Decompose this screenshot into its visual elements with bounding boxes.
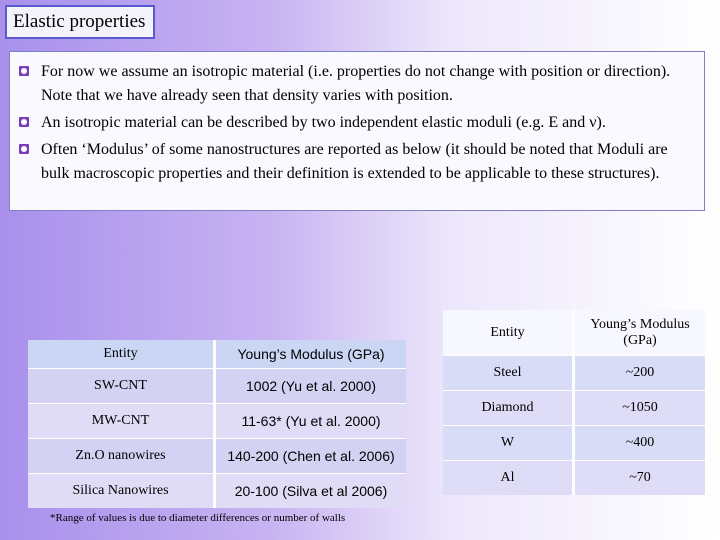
bullet-item (14, 138, 694, 186)
cell-entity: MW-CNT (28, 404, 215, 439)
bullet-text: An isotropic material can be described by two independent elastic moduli (e.g. E and ν). (41, 114, 606, 131)
table-row (28, 369, 406, 404)
cell-modulus: 11-63* (Yu et al. 2000) (215, 404, 407, 439)
cell-modulus: 140-200 (Chen et al. 2006) (215, 439, 407, 474)
checkbox-bullet-icon (19, 144, 29, 154)
cell-modulus: ~400 (574, 426, 706, 461)
header-entity: Entity (28, 340, 215, 369)
table-row (443, 426, 705, 461)
checkbox-bullet-icon (19, 117, 29, 127)
table-row (28, 439, 406, 474)
cell-entity: Al (443, 461, 574, 496)
cell-entity: W (443, 426, 574, 461)
header-entity: Entity (443, 310, 574, 356)
table-row (443, 391, 705, 426)
cell-modulus: ~1050 (574, 391, 706, 426)
cell-modulus: 20-100 (Silva et al 2006) (215, 474, 407, 509)
table-header-row (28, 340, 406, 369)
cell-entity: Steel (443, 356, 574, 391)
cell-entity: Diamond (443, 391, 574, 426)
cell-entity: Silica Nanowires (28, 474, 215, 509)
bullet-item (14, 60, 694, 108)
cell-modulus: ~200 (574, 356, 706, 391)
footnote: *Range of values is due to diameter differences or number of walls (50, 512, 346, 524)
cell-entity: Zn.O nanowires (28, 439, 215, 474)
cell-entity: SW-CNT (28, 369, 215, 404)
cell-modulus: 1002 (Yu et al. 2000) (215, 369, 407, 404)
bullet-text: For now we assume an isotropic material (i.e. properties do not change with position or direction). Note that we have already seen that density varies with position. (41, 63, 671, 104)
nanostructure-modulus-table (28, 340, 406, 508)
table-row (443, 356, 705, 391)
cell-modulus: ~70 (574, 461, 706, 496)
table-header-row (443, 310, 705, 356)
checkbox-bullet-icon (19, 66, 29, 76)
bullet-text: Often ‘Modulus’ of some nanostructures are reported as below (it should be noted that Moduli are bulk macroscopic properties and their definition is extended to be applicable to these structures). (41, 141, 668, 182)
table-row (28, 474, 406, 509)
header-modulus: Young’s Modulus (GPa) (237, 346, 385, 362)
slide-title: Elastic properties (5, 5, 155, 39)
table-row (28, 404, 406, 439)
bulk-modulus-table (443, 310, 705, 495)
table-row (443, 461, 705, 496)
header-modulus: Young’s Modulus (GPa) (590, 316, 690, 348)
bullet-item (14, 111, 694, 135)
bullet-list (9, 51, 705, 211)
